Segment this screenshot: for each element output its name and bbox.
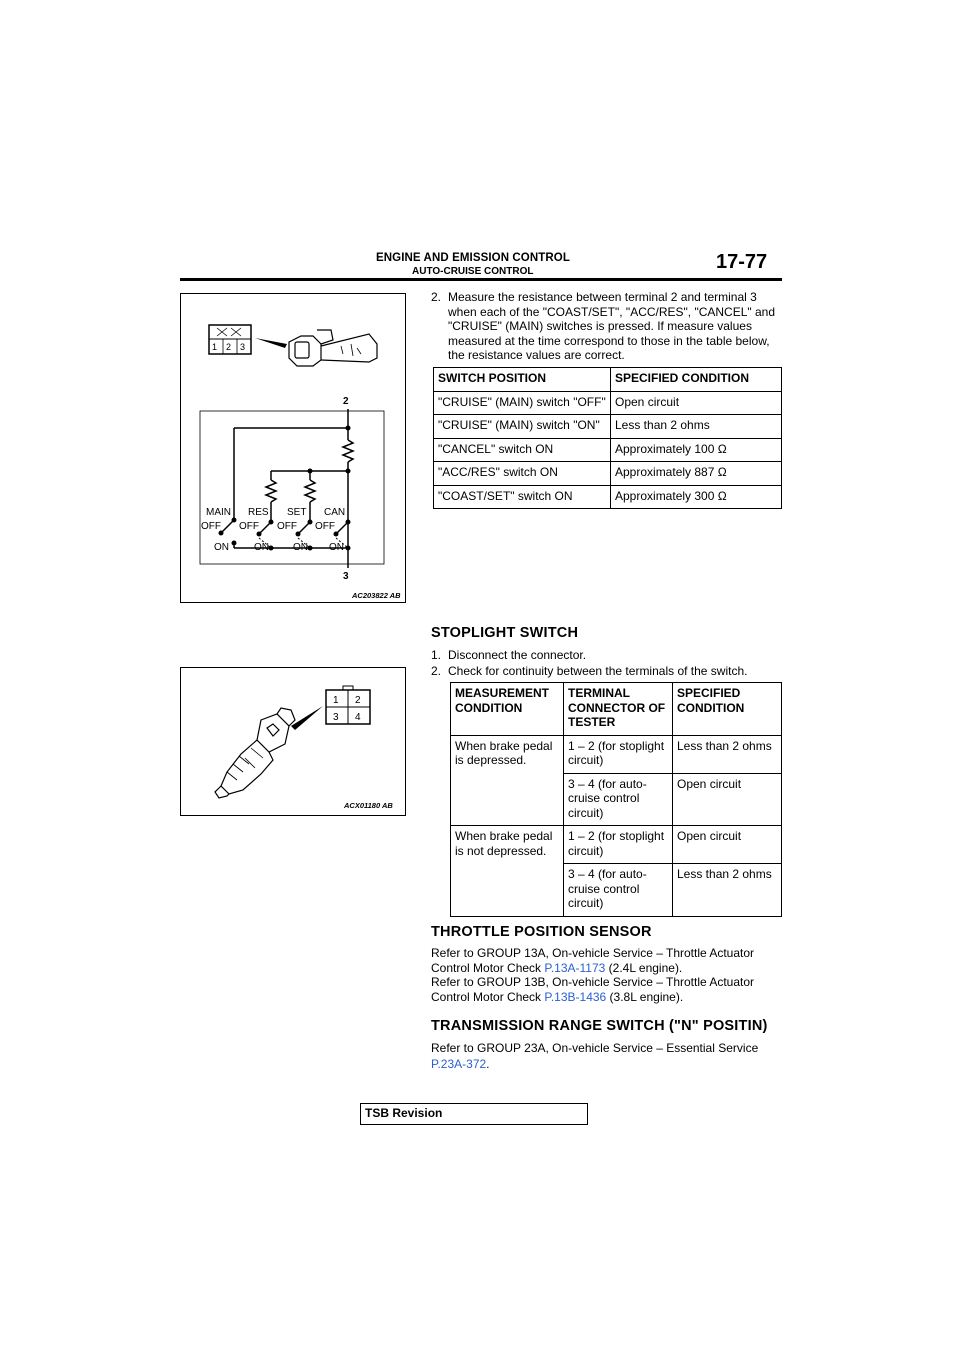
pin-3: 3	[333, 712, 339, 723]
figure2-id: ACX01180 AB	[344, 801, 393, 810]
throttle-line-1-text: Refer to GROUP 13A, On-vehicle Service – Throttle Actuator Control Motor Check	[431, 946, 755, 975]
label-off-can: OFF	[315, 521, 335, 532]
table-cell: "CANCEL" switch ON	[434, 438, 611, 462]
label-on-res: ON	[254, 542, 269, 553]
figure1-id: AC203822 AB	[352, 591, 401, 600]
pin-1: 1	[212, 342, 218, 352]
arrow-icon	[291, 706, 323, 730]
stoplight-table	[450, 682, 782, 917]
table-row	[434, 438, 782, 462]
transmission-text	[431, 1040, 783, 1072]
resistance-table	[433, 367, 782, 509]
terminal-2-label: 2	[343, 396, 349, 407]
switch-labels	[201, 507, 345, 553]
table-cell: Less than 2 ohms	[611, 415, 782, 439]
table-cell: Open circuit	[673, 773, 782, 826]
table-cell: "ACC/RES" switch ON	[434, 462, 611, 486]
label-on-set: ON	[293, 542, 308, 553]
link-p13b-1436[interactable]: P.13B-1436	[544, 989, 607, 1004]
terminal-3-label: 3	[343, 571, 349, 582]
throttle-heading: THROTTLE POSITION SENSOR	[431, 924, 652, 940]
transmission-heading: TRANSMISSION RANGE SWITCH ("N" POSITIN)	[431, 1018, 768, 1034]
throttle-line-2	[431, 975, 783, 1004]
table-cell: Less than 2 ohms	[673, 864, 782, 917]
label-set: SET	[287, 507, 307, 518]
resistance-step-number: 2.	[431, 290, 442, 304]
header-terminal-connector: TERMINAL CONNECTOR OF TESTER	[564, 683, 673, 736]
table-row	[434, 415, 782, 439]
stoplight-heading: STOPLIGHT SWITCH	[431, 625, 579, 641]
label-on-main: ON	[214, 542, 229, 553]
table-cell: 1 – 2 (for stoplight circuit)	[564, 826, 673, 864]
table-cell: Approximately 100 Ω	[611, 438, 782, 462]
pin-2: 2	[226, 342, 232, 352]
step-text: Disconnect the connector.	[448, 648, 587, 662]
cruise-switch-diagram	[181, 294, 405, 602]
table-cell: 3 – 4 (for auto-cruise control circuit)	[564, 773, 673, 826]
figure-cruise-switch	[180, 293, 406, 603]
label-main: MAIN	[206, 507, 231, 518]
figure-stoplight-switch	[180, 667, 406, 816]
table-cell: Approximately 887 Ω	[611, 462, 782, 486]
label-off-res: OFF	[239, 521, 259, 532]
stoplight-switch-drawing	[181, 668, 405, 815]
label-can: CAN	[324, 507, 346, 518]
table-cell: Approximately 300 Ω	[611, 485, 782, 509]
table-header-row	[434, 368, 782, 392]
throttle-line-2-text: Refer to GROUP 13B, On-vehicle Service – Throttle Actuator Control Motor Check	[431, 975, 755, 1004]
header-subtitle: AUTO-CRUISE CONTROL	[412, 266, 534, 277]
table-row	[434, 485, 782, 509]
throttle-text	[431, 946, 783, 1004]
transmission-text-suffix: .	[486, 1057, 490, 1071]
pin-3: 3	[240, 342, 246, 352]
header-measurement-condition: MEASUREMENT CONDITION	[451, 683, 564, 736]
page-number: 17-77	[716, 251, 768, 273]
step-text: Check for continuity between the terminals of the switch.	[448, 664, 748, 678]
label-off-set: OFF	[277, 521, 297, 532]
header-specified-condition: SPECIFIED CONDITION	[673, 683, 782, 736]
step-number: 2.	[431, 664, 442, 678]
table-cell: Less than 2 ohms	[673, 735, 782, 773]
arrow-icon	[255, 338, 287, 348]
pin-4: 4	[355, 712, 361, 723]
header-rule	[180, 278, 782, 281]
table-header-row	[451, 683, 782, 736]
table-cell: Open circuit	[611, 391, 782, 415]
resistance-step-text: Measure the resistance between terminal 2 and terminal 3 when each of the "COAST/SET", "ACC/RES", "CANCEL" and "CRUISE" (MAIN) switches is pressed. If measure values measured at the time correspond to those in the table below, the resistance values are correct.	[448, 290, 776, 362]
label-off-main: OFF	[201, 521, 221, 532]
connector-symbol	[209, 325, 251, 354]
pin-2: 2	[355, 695, 361, 706]
table-cell: "CRUISE" (MAIN) switch "ON"	[434, 415, 611, 439]
stoplight-step-1	[431, 648, 781, 663]
label-res: RES	[248, 507, 269, 518]
table-cell: 3 – 4 (for auto-cruise control circuit)	[564, 864, 673, 917]
throttle-line-1	[431, 946, 783, 975]
header-switch-position: SWITCH POSITION	[434, 368, 611, 392]
label-on-can: ON	[329, 542, 344, 553]
table-row	[434, 391, 782, 415]
table-cell: Open circuit	[673, 826, 782, 864]
connector-4pin-symbol	[326, 686, 370, 724]
link-p13a-1173[interactable]: P.13A-1173	[544, 960, 606, 975]
table-cell: "CRUISE" (MAIN) switch "OFF"	[434, 391, 611, 415]
throttle-line-1-suffix: (2.4L engine).	[605, 960, 683, 975]
condition-not-depressed: When brake pedal is not depressed.	[451, 826, 564, 917]
pin-1: 1	[333, 695, 339, 706]
table-row	[451, 735, 782, 773]
stoplight-switch-body	[215, 708, 295, 798]
throttle-line-2-suffix: (3.8L engine).	[606, 989, 684, 1004]
table-row	[434, 462, 782, 486]
resistance-step	[431, 290, 781, 363]
link-p23a-372[interactable]: P.23A-372	[431, 1057, 487, 1071]
switch-stalk-drawing	[289, 330, 377, 366]
condition-depressed: When brake pedal is depressed.	[451, 735, 564, 826]
table-cell: 1 – 2 (for stoplight circuit)	[564, 735, 673, 773]
table-cell: "COAST/SET" switch ON	[434, 485, 611, 509]
tsb-revision-label: TSB Revision	[365, 1106, 443, 1120]
stoplight-step-2	[431, 664, 781, 679]
header-title: ENGINE AND EMISSION CONTROL	[376, 252, 570, 264]
step-number: 1.	[431, 648, 442, 662]
transmission-text-body: Refer to GROUP 23A, On-vehicle Service – Essential Service	[431, 1041, 759, 1055]
table-row	[451, 826, 782, 864]
header-specified-condition: SPECIFIED CONDITION	[611, 368, 782, 392]
